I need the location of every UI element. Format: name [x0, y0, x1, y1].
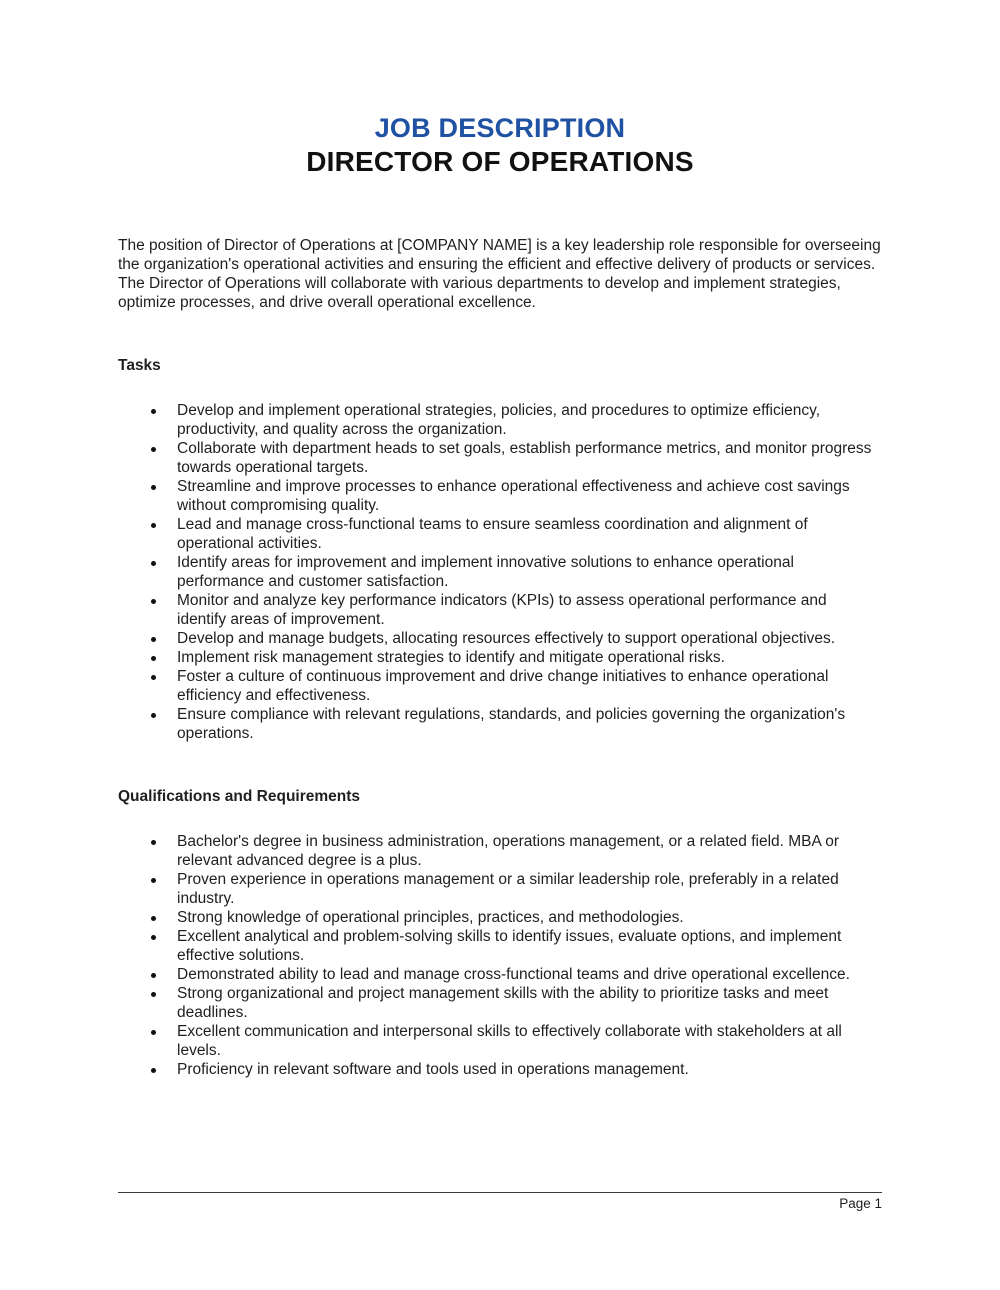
list-item: Streamline and improve processes to enhance operational effectiveness and achieve cost savings without compromising quality.	[177, 477, 882, 515]
list-item: Foster a culture of continuous improvement and drive change initiatives to enhance operational efficiency and effectiveness.	[177, 667, 882, 705]
list-item: Strong organizational and project management skills with the ability to prioritize tasks and meet deadlines.	[177, 984, 882, 1022]
page-number: Page 1	[839, 1196, 882, 1211]
list-item: Proven experience in operations management or a similar leadership role, preferably in a related industry.	[177, 870, 882, 908]
section-heading-tasks: Tasks	[118, 357, 161, 374]
list-item: Implement risk management strategies to identify and mitigate operational risks.	[177, 648, 882, 667]
footer-divider	[118, 1192, 882, 1193]
list-item: Collaborate with department heads to set goals, establish performance metrics, and monitor progress towards operational targets.	[177, 439, 882, 477]
list-item: Strong knowledge of operational principles, practices, and methodologies.	[177, 908, 882, 927]
list-item: Develop and manage budgets, allocating resources effectively to support operational objectives.	[177, 629, 882, 648]
intro-paragraph: The position of Director of Operations at [COMPANY NAME] is a key leadership role responsible for overseeing the organization's operational activities and ensuring the efficient and effective delivery of products or services. The Director of Operations will collaborate with various departments to develop and implement strategies, optimize processes, and drive overall operational excellence.	[118, 237, 881, 311]
list-item: Identify areas for improvement and implement innovative solutions to enhance operational performance and customer satisfaction.	[177, 553, 882, 591]
list-item: Ensure compliance with relevant regulations, standards, and policies governing the organization's operations.	[177, 705, 882, 743]
list-item: Develop and implement operational strategies, policies, and procedures to optimize efficiency, productivity, and quality across the organization.	[177, 401, 882, 439]
qualifications-bullet-list	[118, 832, 882, 1079]
tasks-bullet-list	[118, 401, 882, 743]
list-item: Excellent communication and interpersonal skills to effectively collaborate with stakeholders at all levels.	[177, 1022, 882, 1060]
list-item: Monitor and analyze key performance indicators (KPIs) to assess operational performance and identify areas of improvement.	[177, 591, 882, 629]
list-item: Proficiency in relevant software and tools used in operations management.	[177, 1060, 882, 1079]
document-subtitle: DIRECTOR OF OPERATIONS	[306, 146, 694, 177]
page-footer	[118, 1192, 882, 1213]
list-item: Bachelor's degree in business administration, operations management, or a related field. MBA or relevant advanced degree is a plus.	[177, 832, 882, 870]
section-heading-qualifications: Qualifications and Requirements	[118, 788, 361, 805]
document-title: JOB DESCRIPTION	[374, 113, 626, 143]
list-item: Demonstrated ability to lead and manage cross-functional teams and drive operational excellence.	[177, 965, 882, 984]
list-item: Lead and manage cross-functional teams to ensure seamless coordination and alignment of operational activities.	[177, 515, 882, 553]
list-item: Excellent analytical and problem-solving skills to identify issues, evaluate options, and implement effective solutions.	[177, 927, 882, 965]
